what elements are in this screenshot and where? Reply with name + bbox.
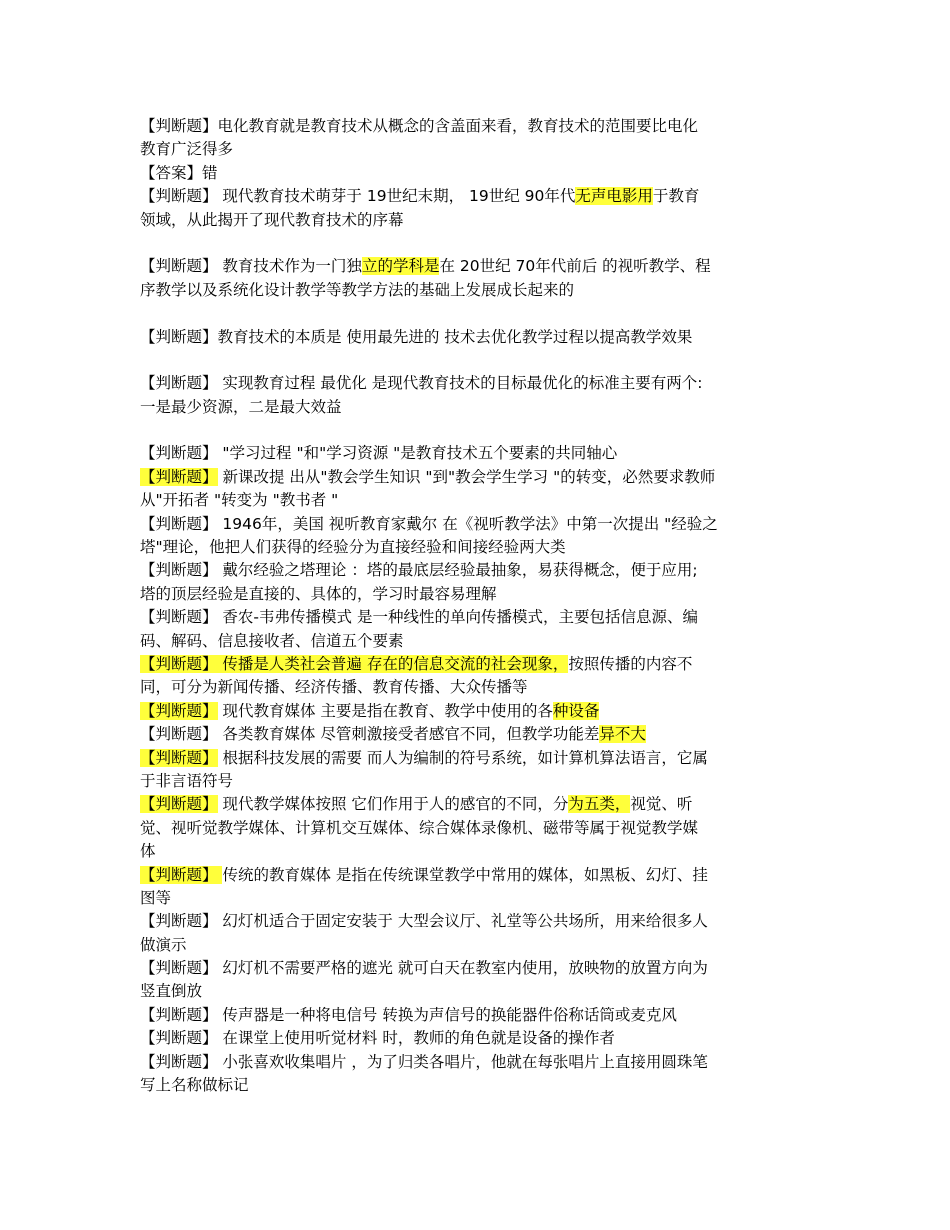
text-segment: 【判断题】 "学习过程 "和"学习资源 "是教育技术五个要素的共同轴心 [140, 444, 618, 463]
blank-line [140, 419, 820, 442]
highlighted-text: 【判断题】 [140, 467, 218, 486]
text-segment: 按照传播的内容不 [568, 654, 693, 673]
text-segment: 在 20世纪 70年代前后 的视听教学、程 [439, 257, 711, 276]
text-segment: 【判断题】教育技术的本质是 使用最先进的 技术去优化教学过程以提高教学效果 [140, 327, 693, 346]
text-line [140, 115, 820, 138]
highlighted-text: 【判断题】 [140, 865, 223, 884]
text-segment: 一是最少资源，二是最大效益 [140, 397, 342, 416]
text-segment: 塔的顶层经验是直接的、具体的，学习时最容易理解 [140, 584, 497, 603]
text-line [140, 980, 820, 1003]
text-segment: 从"开拓者 "转变为 "教书者 " [140, 491, 339, 510]
text-segment: 图等 [140, 888, 172, 907]
text-line [140, 536, 820, 559]
text-segment: 【判断题】 幻灯机适合于固定安装于 大型会议厅、礼堂等公共场所，用来给很多人 [140, 912, 708, 931]
text-line [140, 723, 820, 746]
text-line [140, 138, 820, 161]
text-line [140, 934, 820, 957]
text-segment: 写上名称做标记 [140, 1076, 249, 1095]
highlighted-text: 无声电影用 [575, 187, 653, 206]
text-line [140, 185, 820, 208]
text-segment: 视觉、听 [630, 795, 693, 814]
text-segment: 新课改提 出从"教会学生知识 "到"教会学生学习 "的转变，必然要求教师 [217, 467, 716, 486]
text-line [140, 396, 820, 419]
highlighted-text: 【判断题】 传播是人类社会普遍 存在的信息交流的社会现象， [140, 654, 569, 673]
text-line [140, 279, 820, 302]
text-line [140, 255, 820, 278]
text-line [140, 887, 820, 910]
text-segment: 【判断题】 教育技术作为一门独 [140, 257, 362, 276]
text-segment: 【判断题】 实现教育过程 最优化 是现代教育技术的目标最优化的标准主要有两个: [140, 374, 703, 393]
text-segment: 【答案】错 [140, 163, 218, 182]
blank-line [140, 302, 820, 325]
text-segment: 于教育 [652, 187, 700, 206]
highlighted-text: 【判断题】 [140, 748, 218, 767]
highlighted-text: 种设备 [552, 701, 600, 720]
text-line [140, 840, 820, 863]
text-line [140, 864, 820, 887]
text-segment: 于非言语符号 [140, 771, 234, 790]
text-line [140, 606, 820, 629]
text-segment: 序教学以及系统化设计教学等教学方法的基础上发展成长起来的 [140, 280, 575, 299]
text-line [140, 466, 820, 489]
text-segment: 教育广泛得多 [140, 140, 234, 159]
text-line [140, 793, 820, 816]
text-segment: 【判断题】电化教育就是教育技术从概念的含盖面来看，教育技术的范围要比电化 [140, 117, 699, 135]
document-body [140, 115, 820, 1097]
text-line [140, 1074, 820, 1097]
text-line [140, 817, 820, 840]
text-segment: 塔"理论，他把人们获得的经验分为直接经验和间接经验两大类 [140, 538, 566, 557]
text-segment: 【判断题】 香农-韦弗传播模式 是一种线性的单向传播模式，主要包括信息源、编 [140, 608, 698, 627]
text-line [140, 1051, 820, 1074]
text-line [140, 583, 820, 606]
text-line [140, 700, 820, 723]
highlighted-text: 异不大 [599, 725, 646, 744]
text-segment: 领域，从此揭开了现代教育技术的序幕 [140, 210, 404, 229]
text-line [140, 910, 820, 933]
text-line [140, 162, 820, 185]
text-line [140, 326, 820, 349]
text-segment: 同，可分为新闻传播、经济传播、教育传播、大众传播等 [140, 678, 528, 697]
text-segment: 【判断题】 在课堂上使用听觉材料 时，教师的角色就是设备的操作者 [140, 1029, 615, 1048]
text-line [140, 513, 820, 536]
text-line [140, 372, 820, 395]
text-line [140, 747, 820, 770]
text-segment: 体 [140, 842, 156, 861]
text-segment: 现代教育媒体 主要是指在教育、教学中使用的各 [217, 701, 553, 720]
text-segment: 【判断题】 1946年，美国 视听教育家戴尔 在《视听教学法》中第一次提出 "经验之 [140, 514, 718, 533]
text-segment: 竖直倒放 [140, 982, 203, 1001]
text-line [140, 209, 820, 232]
highlighted-text: 为五类， [568, 795, 631, 814]
text-line [140, 1004, 820, 1027]
text-line [140, 957, 820, 980]
text-line [140, 770, 820, 793]
text-segment: 传统的教育媒体 是指在传统课堂教学中常用的媒体，如黑板、幻灯、挂 [222, 865, 708, 884]
text-segment: 【判断题】 戴尔经验之塔理论 ：塔的最底层经验最抽象，易获得概念，便于应用; [140, 561, 698, 580]
text-segment: 【判断题】 现代教育技术萌芽于 19世纪末期， 19世纪 90年代 [140, 187, 576, 206]
text-segment: 【判断题】 传声器是一种将电信号 转换为声信号的换能器件俗称话筒或麦克风 [140, 1005, 677, 1024]
text-line [140, 1027, 820, 1050]
highlighted-text: 【判断题】 [140, 701, 218, 720]
text-segment: 做演示 [140, 935, 187, 954]
text-segment: 觉、视听觉教学媒体、计算机交互媒体、综合媒体录像机、磁带等属于视觉教学媒 [140, 818, 699, 837]
text-line [140, 653, 820, 676]
text-line [140, 489, 820, 512]
text-line [140, 630, 820, 653]
text-segment: 【判断题】 幻灯机不需要严格的遮光 就可白天在教室内使用，放映物的放置方向为 [140, 959, 708, 978]
text-line [140, 676, 820, 699]
blank-line [140, 349, 820, 372]
text-segment: 根据科技发展的需要 而人为编制的符号系统，如计算机算法语言，它属 [217, 748, 708, 767]
text-segment: 现代教学媒体按照 它们作用于人的感官的不同，分 [217, 795, 569, 814]
blank-line [140, 232, 820, 255]
text-segment: 码、解码、信息接收者、信道五个要素 [140, 631, 404, 650]
text-line [140, 559, 820, 582]
highlighted-text: 【判断题】 [140, 795, 218, 814]
highlighted-text: 立的学科是 [361, 257, 440, 276]
text-segment: 【判断题】 小张喜欢收集唱片 ，为了归类各唱片，他就在每张唱片上直接用圆珠笔 [140, 1052, 708, 1071]
text-line [140, 442, 820, 465]
text-segment: 【判断题】 各类教育媒体 尽管刺激接受者感官不同，但教学功能差 [140, 725, 600, 744]
